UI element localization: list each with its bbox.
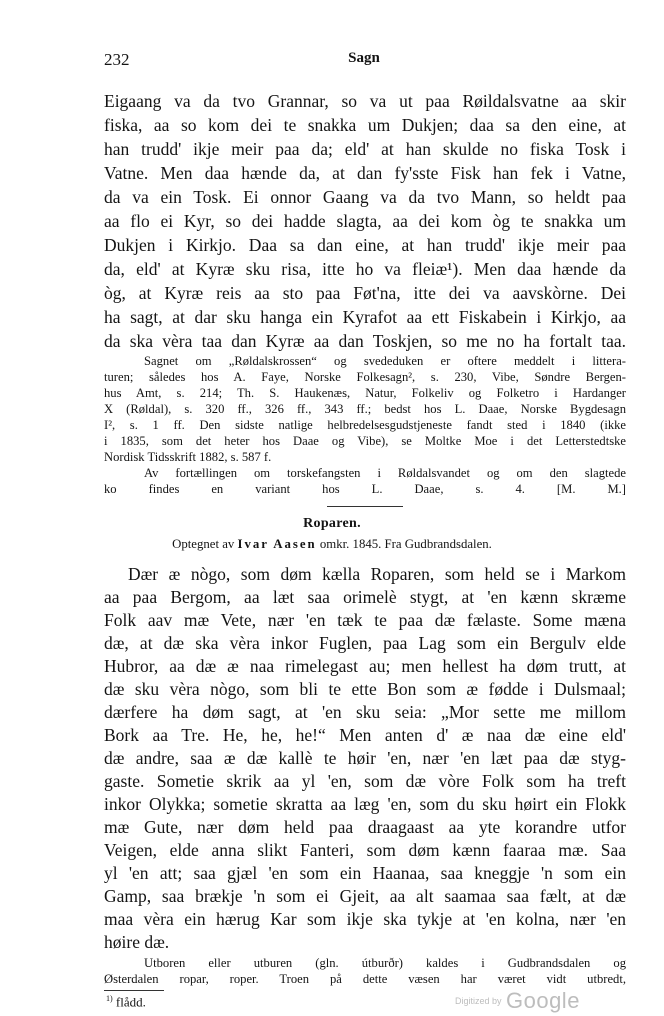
story-line: aa paa Bergom, aa læt saa orimelè stygt, at 'en kænn skræme xyxy=(104,587,626,607)
collector-name: Ivar Aasen xyxy=(237,537,317,551)
story-line: dæ sku vèra nògo, som bli te ette Bon som æ fødde i Dulsmaal; xyxy=(104,679,626,699)
story-line: yl 'en att; saa gjæl 'en som ein Haanaa, saa kneggje 'n som ein xyxy=(104,863,626,883)
note-line: Nordisk Tidsskrift 1882, s. 587 f. xyxy=(104,450,272,464)
note-line: hus Amt, s. 214; Th. S. Haukenæs, Natur, Folkeliv og Folketro i Hardanger xyxy=(104,386,626,400)
story-line: dærfere ha døm sagt, at 'en sku seia: „Mor sette me millom xyxy=(104,702,626,722)
story-line: dæ andre, saa æ dæ kallè te høir 'en, nær 'en læt paa dæ styg- xyxy=(104,748,626,768)
note-line: ko findes en variant hos L. Daae, s. 4. [M. M.] xyxy=(104,482,626,496)
story-line: Veigen, elde anna slikt Fanteri, som døm kænn faaraa mæ. Saa xyxy=(104,840,626,860)
story-line: Bork aa Tre. He, he, he!“ Men anten d' æ naa dæ eine eld' xyxy=(104,725,626,745)
google-logo: Google xyxy=(505,988,580,1013)
body-line: da va ein Tosk. Ei onnor Gaang va da tvo Mann, so heldt paa xyxy=(104,187,626,207)
page-header xyxy=(104,50,624,74)
story-line: inkor Olykka; sometie skratta aa læg 'en, som du sku høirt ein Flokk xyxy=(104,794,626,814)
page-number: 232 xyxy=(104,50,130,69)
story-title: Roparen. xyxy=(303,516,361,531)
note-line: i 1835, som det heter hos Daae og Vibe), se Moltke Moe i det Letterstedtske xyxy=(104,434,626,448)
story-line: Hubror, aa dæ æ naa rimelegast au; men hellest ha døm trutt, at xyxy=(104,656,626,676)
body-line: han trudd' ikje meir paa da; eld' at han skulde no fiska Tosk i xyxy=(104,139,626,159)
story-line: dæ, at dæ ska vèra inkor Fuglen, paa Lag som ein Bergulv elde xyxy=(104,633,626,653)
note-line: X (Røldal), s. 320 ff., 326 ff., 343 ff.; bedst hos L. Daae, Norske Bygdesagn xyxy=(104,402,626,416)
body-line: òg, at Kyræ reis aa sto paa Føt'na, itte dei va aavskòrne. Dei xyxy=(104,283,626,303)
footnote-marker: 1) xyxy=(106,994,113,1003)
body-line: Vatne. Men daa hænde da, at dan fy'sste Fisk han fek i Vatne, xyxy=(104,163,626,183)
story-subtitle xyxy=(0,537,664,552)
story-line: gaste. Sometie skrik aa yl 'en, som dæ vòre Folk som ha treft xyxy=(104,771,626,791)
running-title: Sagn xyxy=(348,50,380,66)
body-line: Dukjen i Kirkjo. Daa sa dan eine, at han trudd' ikje meir paa xyxy=(104,235,626,255)
body-line: fiska, aa so kom dei te snakka um Dukjen; daa sa den eine, at xyxy=(104,115,626,135)
footnote-rule xyxy=(104,990,164,991)
body-line: da ska vèra taa dan Kyræ aa dan Toskjen, so me no ha fortalt taa. xyxy=(104,331,626,351)
section-divider xyxy=(327,506,403,507)
story-line: Dær æ nògo, som døm kælla Roparen, som held se i Markom xyxy=(128,564,626,584)
story-note-line: Østerdalen ropar, roper. Troen på dette væsen har været vidt utbredt, xyxy=(104,972,626,986)
watermark-prefix: Digitized by xyxy=(455,996,502,1006)
story-line: Gamp, saa brækje 'n som ei Gjeit, aa alt saamaa saa fælt, at dæ xyxy=(104,886,626,906)
body-line: ha sagt, at dar sku hanga ein Kyrafot aa ett Fiskabein i Kirkjo, aa xyxy=(104,307,626,327)
story-line: maa vèra ein hærug Kar som ikje ska tykje at 'en kolna, nær 'en xyxy=(104,909,626,929)
subtitle-prefix: Optegnet av xyxy=(172,537,238,551)
story-line: Folk aav mæ Vete, nær 'en tæk te paa dæ fælaste. Some mæna xyxy=(104,610,626,630)
note-line: Sagnet om „Røldalskrossen“ og svededuken er oftere meddelt i littera- xyxy=(144,354,626,368)
story-note-line: Utboren eller utburen (gln. útburðr) kaldes i Gudbrandsdalen og xyxy=(144,956,626,970)
body-line: da, eld' at Kyræ sku risa, itte ho va fleiæ¹). Men daa hænde da xyxy=(104,259,626,279)
footnote xyxy=(106,994,146,1010)
body-line: aa flo ei Kyr, so dei hadde slagta, aa dei kom òg te snakka um xyxy=(104,211,626,231)
digitized-watermark xyxy=(455,988,580,1014)
note-line: Av fortællingen om torskefangsten i Røldalsvandet og om den slagtede xyxy=(144,466,626,480)
story-line: høire dæ. xyxy=(104,932,170,952)
note-line: turen; således hos A. Faye, Norske Folkesagn², s. 230, Vibe, Søndre Bergen- xyxy=(104,370,626,384)
subtitle-suffix: omkr. 1845. Fra Gudbrandsdalen. xyxy=(316,537,492,551)
body-line: Eigaang va da tvo Grannar, so va ut paa Røildalsvatne aa skir xyxy=(104,91,626,111)
story-line: mæ Gute, nær døm held paa draagaast aa yte korandre utfor xyxy=(104,817,626,837)
footnote-text: flådd. xyxy=(115,994,146,1010)
note-line: I², s. 1 ff. Den sidste natlige helbredelsesgudstjeneste fandt sted i 1840 (ikke xyxy=(104,418,626,432)
